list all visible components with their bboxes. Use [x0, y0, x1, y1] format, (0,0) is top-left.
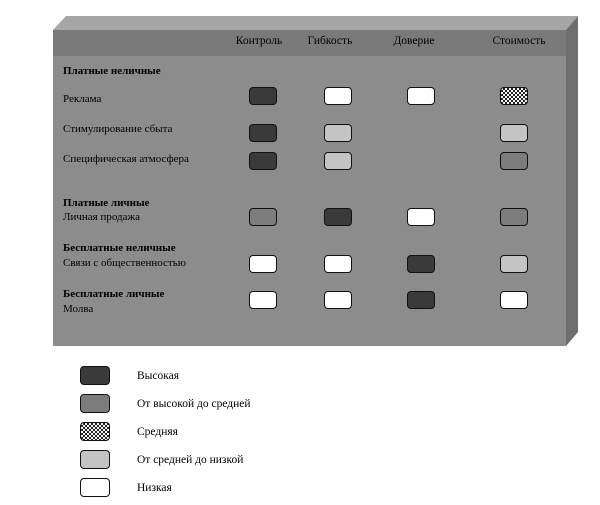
- group-heading-paid-personal: Платные личные: [63, 197, 150, 209]
- column-header-cost: Стоимость: [492, 35, 546, 47]
- row-label-sales-promotion: Стимулирование сбыта: [63, 123, 173, 135]
- group-heading-paid-impersonal: Платные неличные: [63, 65, 161, 77]
- board-side-face: [566, 16, 578, 346]
- cell-g0-r0-trust-low: [407, 87, 435, 105]
- legend-swatch-medium-low: [80, 450, 110, 469]
- column-header-band: [53, 30, 566, 56]
- cell-g0-r1-flexibility-medium-low: [324, 124, 352, 142]
- cell-g0-r2-control-high: [249, 152, 277, 170]
- legend-label-high-medium: От высокой до средней: [137, 398, 251, 410]
- cell-g0-r1-cost-medium-low: [500, 124, 528, 142]
- legend-label-medium: Средняя: [137, 426, 178, 438]
- legend-swatch-low: [80, 478, 110, 497]
- legend-swatch-high-medium: [80, 394, 110, 413]
- board-top-face: [53, 16, 578, 30]
- row-label-personal-selling: Личная продажа: [63, 211, 140, 223]
- cell-g2-r0-flexibility-low: [324, 255, 352, 273]
- cell-g0-r0-cost-medium: [500, 87, 528, 105]
- legend-label-low: Низкая: [137, 482, 172, 494]
- cell-g3-r0-cost-low: [500, 291, 528, 309]
- legend-swatch-medium: [80, 422, 110, 441]
- group-heading-free-impersonal: Бесплатные неличные: [63, 242, 176, 254]
- cell-g0-r2-flexibility-medium-low: [324, 152, 352, 170]
- row-label-word-of-mouth: Молва: [63, 303, 94, 315]
- row-label-advertising: Реклама: [63, 93, 102, 105]
- cell-g1-r0-flexibility-high: [324, 208, 352, 226]
- cell-g3-r0-trust-high: [407, 291, 435, 309]
- cell-g3-r0-control-low: [249, 291, 277, 309]
- legend-label-medium-low: От средней до низкой: [137, 454, 244, 466]
- column-header-flexibility: Гибкость: [307, 35, 353, 47]
- row-label-atmosphere: Специфическая атмосфера: [63, 153, 189, 165]
- column-header-control: Контроль: [235, 35, 283, 47]
- group-heading-free-personal: Бесплатные личные: [63, 288, 165, 300]
- cell-g2-r0-trust-high: [407, 255, 435, 273]
- cell-g2-r0-cost-medium-low: [500, 255, 528, 273]
- cell-g2-r0-control-low: [249, 255, 277, 273]
- cell-g1-r0-cost-high-medium: [500, 208, 528, 226]
- comparison-board: [53, 30, 566, 346]
- legend-label-high: Высокая: [137, 370, 180, 382]
- cell-g1-r0-trust-low: [407, 208, 435, 226]
- legend-swatch-high: [80, 366, 110, 385]
- cell-g3-r0-flexibility-low: [324, 291, 352, 309]
- cell-g0-r0-flexibility-low: [324, 87, 352, 105]
- cell-g0-r2-cost-high-medium: [500, 152, 528, 170]
- cell-g1-r0-control-high-medium: [249, 208, 277, 226]
- row-label-public-relations: Связи с общественностью: [63, 257, 186, 269]
- cell-g0-r0-control-high: [249, 87, 277, 105]
- column-header-trust: Доверие: [393, 35, 435, 47]
- cell-g0-r1-control-high: [249, 124, 277, 142]
